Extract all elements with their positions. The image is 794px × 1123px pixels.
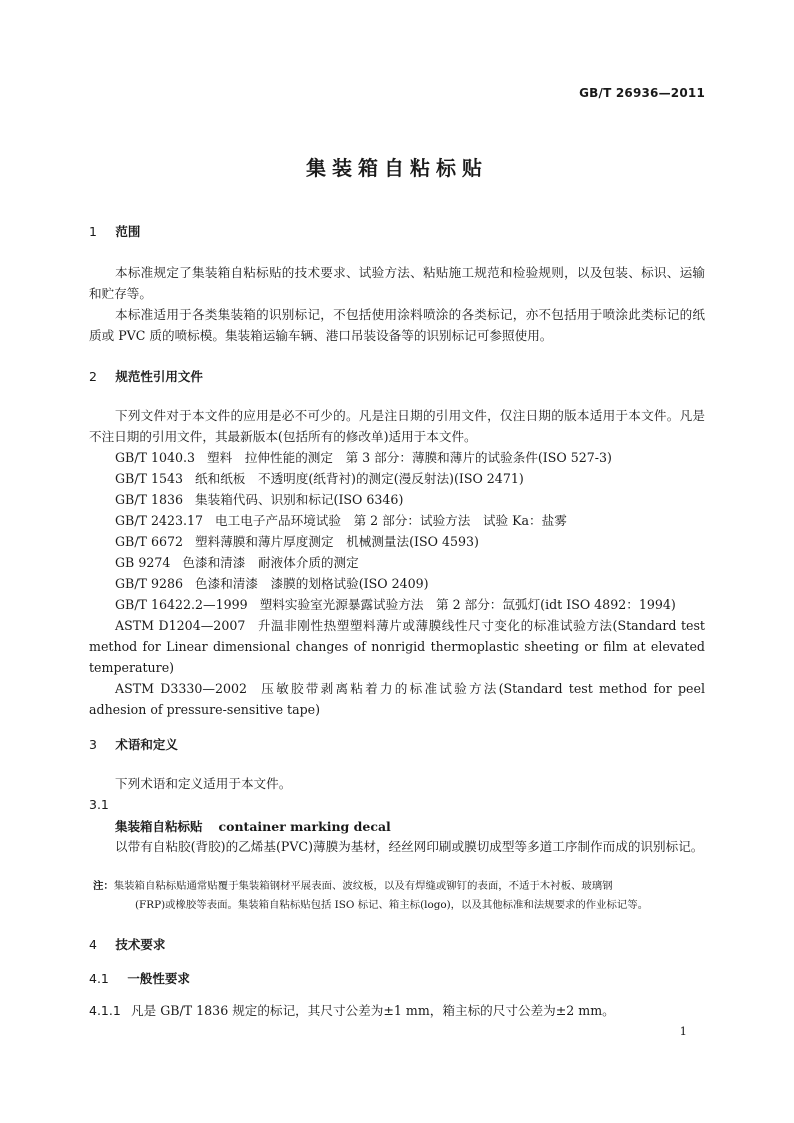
note-line-1 [89,880,613,892]
reference-item [115,594,705,615]
reference-title: 升温非刚性热塑塑料薄片或薄膜线性尺寸变化的标准试验方法(Standard test method for Linear dimensional changes of nonrigid thermoplastic sheeting or film at elevated temperature) [89,618,705,675]
reference-code: GB/T 1543 [115,471,184,486]
subsection-4-1-heading [89,969,190,987]
term-chinese: 集装箱自粘标贴 [115,819,203,834]
clause-number: 4.1.1 [89,1003,121,1018]
reference-title: 集装箱代码、识别和标记(ISO 6346) [195,492,404,507]
reference-title: 色漆和清漆 漆膜的划格试验(ISO 2409) [195,576,429,591]
reference-title: 塑料薄膜和薄片厚度测定 机械测量法(ISO 4593) [195,534,479,549]
term-definition: 以带有自粘胶(背胶)的乙烯基(PVC)薄膜为基材，经丝网印刷或膜切成型等多道工序制作而成的识别标记。 [115,839,704,854]
reference-item [115,447,705,468]
section-number: 1 [89,224,97,239]
reference-title: 色漆和清漆 耐液体介质的测定 [182,555,359,570]
scope-paragraph-2: 本标准适用于各类集装箱的识别标记，不包括使用涂料喷涂的各类标记，亦不包括用于喷涂此类标记的纸质或 PVC 质的喷标模。集装箱运输车辆、港口吊装设备等的识别标记可参照使用。 [89,307,705,343]
section-1-heading [89,222,140,240]
reference-code: ASTM D1204—2007 [115,618,246,633]
section-number: 2 [89,369,97,384]
term-english: container marking decal [218,819,391,834]
subsection-number: 4.1 [89,971,109,986]
reference-code: GB/T 1836 [115,492,184,507]
reference-title: 纸和纸板 不透明度(纸背衬)的测定(漫反射法)(ISO 2471) [195,471,524,486]
reference-title: 塑料 拉伸性能的测定 第 3 部分：薄膜和薄片的试验条件(ISO 527-3) [207,450,612,465]
reference-item [115,489,705,510]
standard-code: GB/T 26936—2011 [579,86,705,100]
reference-code: GB/T 16422.2—1999 [115,597,248,612]
refs-intro: 下列文件对于本文件的应用是必不可少的。凡是注日期的引用文件，仅注日期的版本适用于本文件。凡是不注日期的引用文件，其最新版本(包括所有的修改单)适用于本文件。 [89,408,705,444]
reference-item [89,615,705,678]
reference-code: GB/T 1040.3 [115,450,196,465]
section-title: 规范性引用文件 [115,369,203,384]
reference-code: ASTM D3330—2002 [115,681,248,696]
reference-title: 电工电子产品环境试验 第 2 部分：试验方法 试验 Ka：盐雾 [215,513,567,528]
term-heading [115,817,391,835]
section-number: 3 [89,737,97,752]
section-title: 技术要求 [115,937,166,952]
reference-item [89,678,705,720]
reference-code: GB 9274 [115,555,171,570]
reference-code: GB/T 9286 [115,576,184,591]
section-title: 范围 [115,224,141,239]
section-2-heading [89,367,203,385]
reference-item [115,468,705,489]
document-title: 集装箱自粘标贴 [306,156,488,180]
term-note [89,877,705,915]
clause-text: 凡是 GB/T 1836 规定的标记，其尺寸公差为±1 mm，箱主标的尺寸公差为±2 mm。 [131,1003,615,1018]
reference-item [115,573,705,594]
clause-4-1-1 [89,1000,705,1021]
reference-item [115,531,705,552]
note-text-2: (FRP)或橡胶等表面。集装箱自粘标贴包括 ISO 标记、箱主标(logo)，以及其他标准和法规要求的作业标记等。 [135,899,649,911]
reference-code: GB/T 2423.17 [115,513,204,528]
subsection-title: 一般性要求 [127,971,190,986]
note-text-1: 集装箱自粘标贴通常贴覆于集装箱钢材平展表面、波纹板，以及有焊缝或铆钉的表面，不适于木衬板、玻璃钢 [113,880,613,892]
term-number: 3.1 [89,797,109,812]
section-title: 术语和定义 [115,737,178,752]
scope-paragraph-1: 本标准规定了集装箱自粘标贴的技术要求、试验方法、粘贴施工规范和检验规则，以及包装、标识、运输和贮存等。 [89,265,705,301]
reference-title: 塑料实验室光源暴露试验方法 第 2 部分：氙弧灯(idt ISO 4892：1994) [259,597,676,612]
section-number: 4 [89,937,97,952]
page-number: 1 [679,1024,687,1038]
reference-item [115,552,705,573]
section-4-heading [89,935,165,953]
reference-title: 压敏胶带剥离粘着力的标准试验方法(Standard test method for peel adhesion of pressure-sensitive tape) [89,681,705,717]
reference-item [115,510,705,531]
section-3-heading [89,735,178,753]
terms-intro: 下列术语和定义适用于本文件。 [115,776,292,791]
note-label: 注： [93,880,114,892]
reference-code: GB/T 6672 [115,534,184,549]
